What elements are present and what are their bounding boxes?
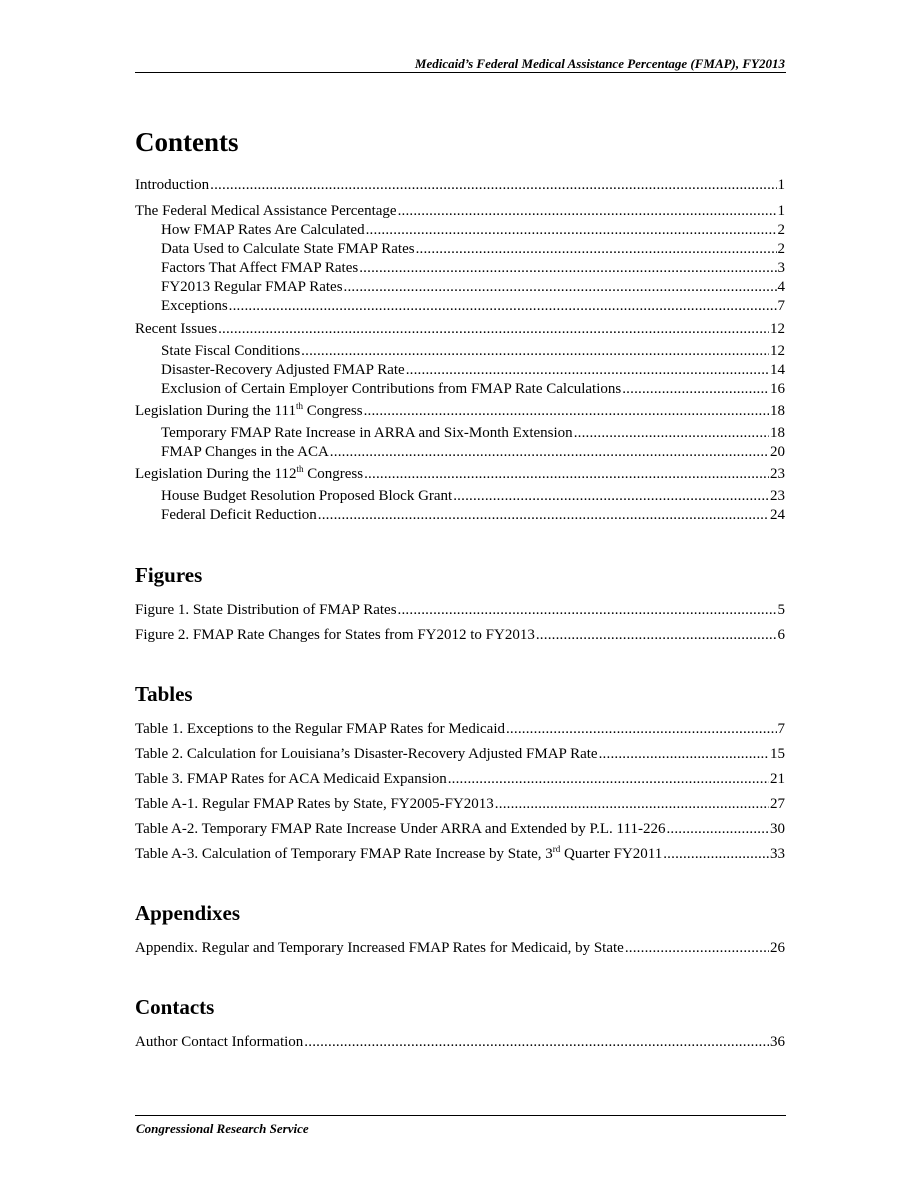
dot-leader — [229, 297, 777, 316]
dot-leader — [218, 320, 769, 339]
toc-entry-page: 18 — [770, 424, 785, 441]
toc-entry-label: FY2013 Regular FMAP Rates — [161, 278, 343, 295]
toc-entry-label: Factors That Affect FMAP Rates — [161, 259, 359, 276]
toc-entry-page: 24 — [770, 506, 785, 523]
toc-entry-label: House Budget Resolution Proposed Block Grant — [161, 487, 453, 504]
dot-leader — [366, 221, 777, 240]
toc-entry-label: Table A-3. Calculation of Temporary FMAP Rate Increase by State, 3rd Quarter FY2011 — [135, 843, 663, 862]
dot-leader — [495, 795, 769, 814]
toc-entry-label: Federal Deficit Reduction — [161, 506, 317, 523]
toc-entry-page: 27 — [770, 795, 785, 812]
dot-leader — [330, 443, 769, 462]
toc-entry-label: Exceptions — [161, 297, 228, 314]
dot-leader — [364, 465, 769, 484]
toc-entry-page: 14 — [770, 361, 785, 378]
toc-entry-page: 7 — [777, 297, 785, 314]
dot-leader — [574, 424, 769, 443]
toc-entry-factors[interactable] — [135, 259, 785, 278]
dot-leader — [359, 259, 776, 278]
dot-leader — [301, 342, 769, 361]
toc-entry-label: Figure 2. FMAP Rate Changes for States from FY2012 to FY2013 — [135, 626, 535, 643]
toc-entry-exceptions[interactable] — [135, 297, 785, 316]
toc-entry-table-2[interactable] — [135, 745, 785, 764]
toc-entry-state-fiscal[interactable] — [135, 342, 785, 361]
toc-entry-recent-issues[interactable] — [135, 320, 785, 339]
toc-entry-label: Table 1. Exceptions to the Regular FMAP Rates for Medicaid — [135, 720, 505, 737]
toc-entry-table-a1[interactable] — [135, 795, 785, 814]
figures-list — [135, 601, 785, 645]
toc-entry-arra[interactable] — [135, 424, 785, 443]
toc-entry-table-3[interactable] — [135, 770, 785, 789]
toc-entry-label: Exclusion of Certain Employer Contributions from FMAP Rate Calculations — [161, 380, 622, 397]
toc-entry-fy2013-rates[interactable] — [135, 278, 785, 297]
toc-entry-appendix[interactable] — [135, 939, 785, 958]
dot-leader — [663, 845, 769, 864]
toc-entry-employer-contributions[interactable] — [135, 380, 785, 399]
contacts-heading: Contacts — [135, 994, 215, 1019]
toc-entry-how-calculated[interactable] — [135, 221, 785, 240]
toc-page-body — [135, 120, 785, 1052]
running-footer: Congressional Research Service — [136, 1121, 309, 1136]
toc-entry-label: Author Contact Information — [135, 1034, 304, 1051]
toc-entry-page: 7 — [777, 720, 785, 737]
toc-entry-figure-1[interactable] — [135, 601, 785, 620]
tables-heading: Tables — [135, 681, 193, 706]
toc-entry-page: 15 — [770, 745, 785, 762]
toc-entry-111th-congress[interactable] — [135, 402, 785, 421]
dot-leader — [625, 939, 769, 958]
toc-entry-label: Table A-1. Regular FMAP Rates by State, FY2005-FY2013 — [135, 795, 494, 812]
toc-entry-introduction[interactable] — [135, 176, 785, 195]
toc-entry-fmap[interactable] — [135, 202, 785, 221]
toc-entry-label: Legislation During the 111th Congress — [135, 400, 363, 419]
footer-rule — [135, 1115, 786, 1116]
dot-leader — [210, 176, 776, 195]
toc-entry-page: 12 — [770, 342, 785, 359]
toc-entry-figure-2[interactable] — [135, 626, 785, 645]
dot-leader — [448, 770, 769, 789]
toc-entry-page: 23 — [770, 487, 785, 504]
toc-entry-page: 18 — [770, 402, 785, 419]
dot-leader — [304, 1033, 769, 1052]
dot-leader — [364, 402, 769, 421]
dot-leader — [344, 278, 777, 297]
toc-entry-page: 16 — [770, 380, 785, 397]
appendixes-list — [135, 939, 785, 958]
figures-heading: Figures — [135, 562, 203, 587]
toc-entry-page: 33 — [770, 845, 785, 862]
appendixes-heading: Appendixes — [135, 900, 241, 925]
running-header: Medicaid’s Federal Medical Assistance Percentage (FMAP), FY2013 — [414, 56, 785, 71]
toc-entry-aca[interactable] — [135, 443, 785, 462]
contacts-list — [135, 1033, 785, 1052]
contents-title: Contents — [135, 127, 239, 157]
toc-entry-label: Data Used to Calculate State FMAP Rates — [161, 240, 415, 257]
toc-entry-page: 5 — [777, 601, 785, 618]
dot-leader — [398, 202, 777, 221]
dot-leader — [406, 361, 769, 380]
dot-leader — [398, 601, 777, 620]
dot-leader — [666, 820, 769, 839]
toc-entry-page: 21 — [770, 770, 785, 787]
toc-entry-label: Disaster-Recovery Adjusted FMAP Rate — [161, 361, 405, 378]
toc-entry-112th-congress[interactable] — [135, 465, 785, 484]
toc-entry-page: 26 — [770, 939, 785, 956]
toc-entry-label: Recent Issues — [135, 320, 218, 337]
dot-leader — [318, 506, 769, 525]
toc-entry-label: Table 2. Calculation for Louisiana’s Disaster-Recovery Adjusted FMAP Rate — [135, 745, 598, 762]
dot-leader — [599, 745, 769, 764]
header-rule — [135, 72, 786, 73]
dot-leader — [536, 626, 777, 645]
toc-entry-page: 30 — [770, 820, 785, 837]
toc-entry-page: 2 — [777, 240, 785, 257]
toc-entry-label: Table 3. FMAP Rates for ACA Medicaid Expansion — [135, 770, 447, 787]
toc-entry-page: 3 — [777, 259, 785, 276]
dot-leader — [416, 240, 777, 259]
tables-list — [135, 720, 785, 864]
toc-entry-label: Table A-2. Temporary FMAP Rate Increase Under ARRA and Extended by P.L. 111-226 — [135, 820, 666, 837]
toc-entry-data-used[interactable] — [135, 240, 785, 259]
toc-entry-label: Legislation During the 112th Congress — [135, 463, 364, 482]
dot-leader — [453, 487, 769, 506]
contents-list — [135, 176, 785, 525]
toc-entry-label: Figure 1. State Distribution of FMAP Rates — [135, 601, 397, 618]
toc-entry-page: 23 — [770, 465, 785, 482]
toc-entry-page: 6 — [777, 626, 785, 643]
toc-entry-deficit-reduction[interactable] — [135, 506, 785, 525]
toc-entry-page: 1 — [777, 202, 785, 219]
toc-entry-table-a3[interactable] — [135, 845, 785, 864]
toc-entry-disaster-recovery[interactable] — [135, 361, 785, 380]
toc-entry-author-contact[interactable] — [135, 1033, 785, 1052]
toc-entry-page: 2 — [777, 221, 785, 238]
toc-entry-page: 12 — [770, 320, 785, 337]
toc-entry-label: How FMAP Rates Are Calculated — [161, 221, 365, 238]
toc-entry-page: 4 — [777, 278, 785, 295]
dot-leader — [506, 720, 777, 739]
dot-leader — [622, 380, 769, 399]
toc-entry-label: Temporary FMAP Rate Increase in ARRA and Six-Month Extension — [161, 424, 573, 441]
toc-entry-label: Appendix. Regular and Temporary Increased FMAP Rates for Medicaid, by State — [135, 939, 624, 956]
toc-entry-page: 36 — [770, 1034, 785, 1051]
toc-entry-label: FMAP Changes in the ACA — [161, 443, 329, 460]
toc-entry-label: Introduction — [135, 176, 210, 193]
toc-entry-label: The Federal Medical Assistance Percentage — [135, 202, 397, 219]
toc-entry-table-a2[interactable] — [135, 820, 785, 839]
toc-entry-block-grant[interactable] — [135, 487, 785, 506]
toc-entry-table-1[interactable] — [135, 720, 785, 739]
toc-entry-page: 20 — [770, 443, 785, 460]
toc-entry-label: State Fiscal Conditions — [161, 342, 301, 359]
toc-entry-page: 1 — [777, 176, 785, 193]
